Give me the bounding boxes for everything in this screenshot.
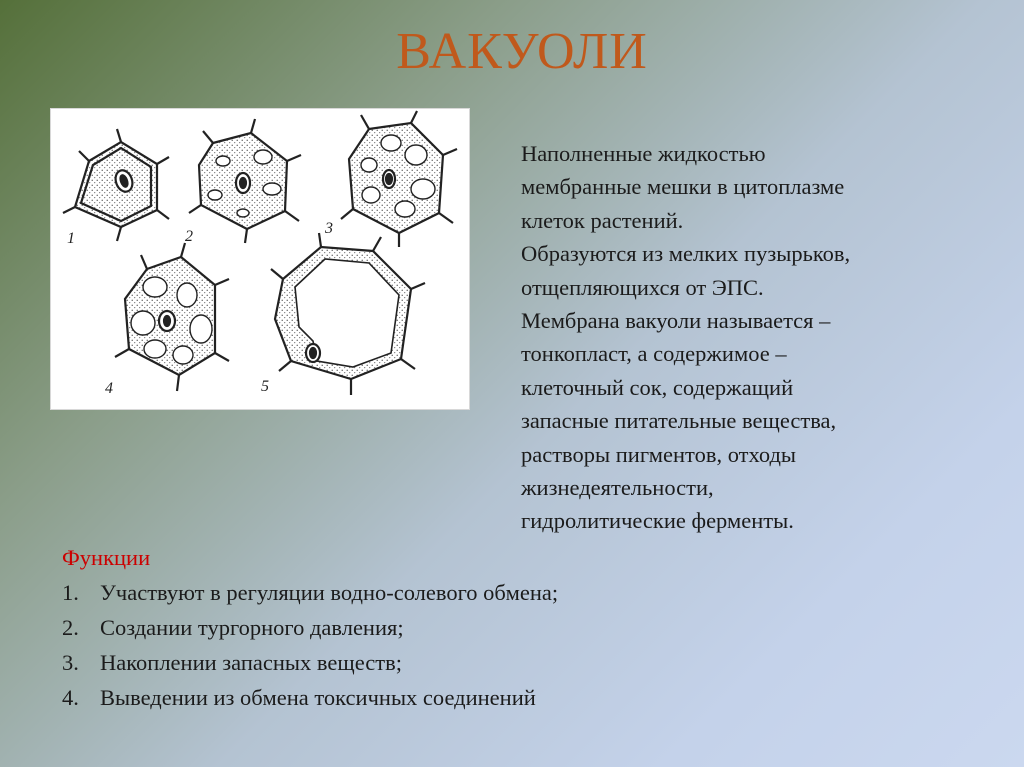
description-line: растворы пигментов, отходы: [521, 441, 797, 467]
plant-cell-vacuole-stages-illustration: [51, 109, 469, 409]
functions-section: [62, 540, 962, 715]
cell-4: [115, 243, 229, 391]
list-item-text: Выведении из обмена токсичных соединений: [100, 685, 536, 710]
description-line: запасные питательные вещества,: [521, 408, 837, 434]
figure-label-3: 3: [325, 220, 333, 237]
cell-5: [271, 233, 425, 395]
list-item-number: 1.: [62, 580, 79, 605]
description-line: мембранные мешки в цитоплазме: [521, 174, 845, 200]
figure-label-5: 5: [261, 378, 269, 395]
description-line: гидролитические ферменты.: [521, 508, 794, 534]
figure-label-2: 2: [185, 228, 193, 245]
description-line: Наполненные жидкостью: [521, 141, 766, 166]
list-item-text: Накоплении запасных веществ;: [100, 650, 402, 675]
description-line: отщепляющихся от ЭПС.: [521, 274, 764, 300]
list-item: [62, 645, 962, 680]
description-line: жизнедеятельности,: [521, 475, 714, 501]
description-line: клеток растений.: [521, 207, 684, 233]
list-item-text: Создании тургорного давления;: [100, 615, 404, 640]
list-item: [62, 680, 962, 715]
list-item: [62, 610, 962, 645]
description-line: Мембрана вакуоли называется –: [521, 308, 831, 334]
list-item-number: 2.: [62, 615, 79, 640]
slide-title: ВАКУОЛИ: [396, 23, 648, 80]
description-line: тонкопласт, а содержимое –: [521, 341, 787, 367]
list-item-text: Участвуют в регуляции водно-солевого обмена;: [100, 580, 559, 605]
cell-2: [189, 119, 301, 243]
list-item: [62, 575, 962, 610]
description-line: Образуются из мелких пузырьков,: [521, 241, 851, 267]
vacuole-description: [521, 137, 991, 538]
list-item-number: 3.: [62, 650, 79, 675]
functions-list: [62, 575, 962, 715]
figure-label-1: 1: [67, 230, 75, 247]
cell-vacuole-figure: [50, 108, 470, 410]
cell-1: [63, 129, 169, 241]
description-line: клеточный сок, содержащий: [521, 374, 794, 400]
cell-3: [341, 111, 457, 247]
list-item-number: 4.: [62, 685, 79, 710]
functions-heading: Функции: [62, 545, 151, 570]
figure-label-4: 4: [105, 380, 113, 397]
